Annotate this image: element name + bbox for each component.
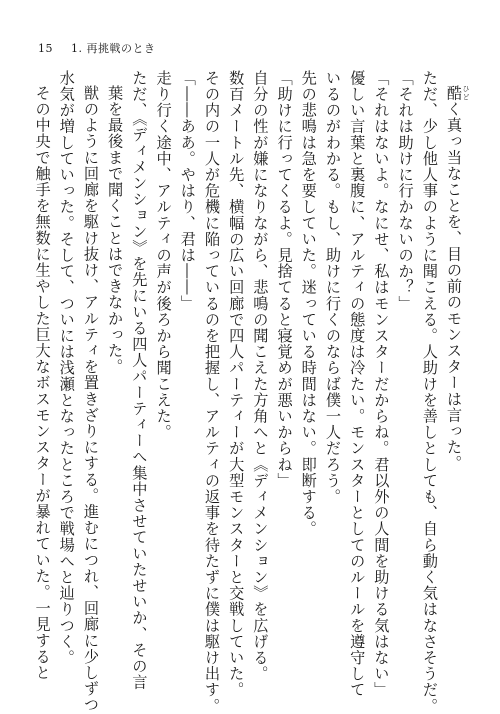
text-line-rest: く真っ当なことを、目の前のモンスターは言った。 [445, 101, 463, 472]
text-line: 獣のように回廊を駆け抜け、アルティを置きざりにする。進むにつれ、回廊に少しずつ [81, 85, 100, 713]
text-line: 先の悲鳴は急を要していた。迷っている時間はない。即断する。 [299, 70, 318, 537]
ruby-base: 酷 [445, 85, 463, 102]
text-line: ただ、少し他人事のように聞こえる。人助けを善しとしても、自ら動く気はなさそうだ。 [420, 70, 439, 714]
text-line: 「それは助けに行かないのか？」 [396, 70, 415, 312]
page-number: 15 [38, 42, 53, 55]
text-line: 数百メートル先、横幅の広い回廊で四人パーティーが大型モンスターと交戦していた。 [227, 70, 246, 698]
text-line: 水気が増していった。そして、ついには浅瀬となったところで戦場へと辿りつく。 [57, 70, 76, 666]
text-line: 「それはないよ。なにせ、私はモンスターだからね。君以外の人間を助ける気はない」 [372, 70, 391, 698]
vertical-body-text [25, 70, 470, 714]
text-line: その内の一人が危機に陥っているのを把握し、アルティの返事を待たずに僕は駆け出す。 [202, 70, 221, 714]
text-line: 「助けに行ってくるよ。見捨てると寝覚めが悪いからね」 [275, 70, 294, 489]
text-line: その中央で触手を無数に生やした巨大なボスモンスターが暴れていた。一見すると [33, 85, 52, 681]
text-line: ただ、《ディメンション》を先にいる四人パーティーへ集中させていたせいか、その言 [130, 70, 149, 691]
text-line [442, 70, 470, 670]
text-line: 優しい言葉と裏腹に、アルティの態度は冷たい。モンスターとしてのルールを遵守して [348, 70, 367, 698]
text-line: 走り行く途中、アルティの声が後ろから聞こえた。 [154, 70, 173, 441]
text-line: 自分の性が嫌になりながら、悲鳴の聞こえた方角へと《ディメンション》を広げる。 [251, 70, 270, 682]
text-line: 葉を最後まで聞くことはできなかった。 [106, 85, 125, 375]
text-line: 「――ああ。やはり、君は――」 [178, 70, 197, 312]
ruby-reading: ひど [462, 85, 470, 102]
text-line: いるのがわかる。もし、助けに行くのならば僕一人だろう。 [323, 70, 342, 505]
ruby-annotation [445, 85, 470, 102]
running-header [38, 40, 156, 56]
chapter-title: 1. 再挑戦のとき [71, 42, 156, 55]
